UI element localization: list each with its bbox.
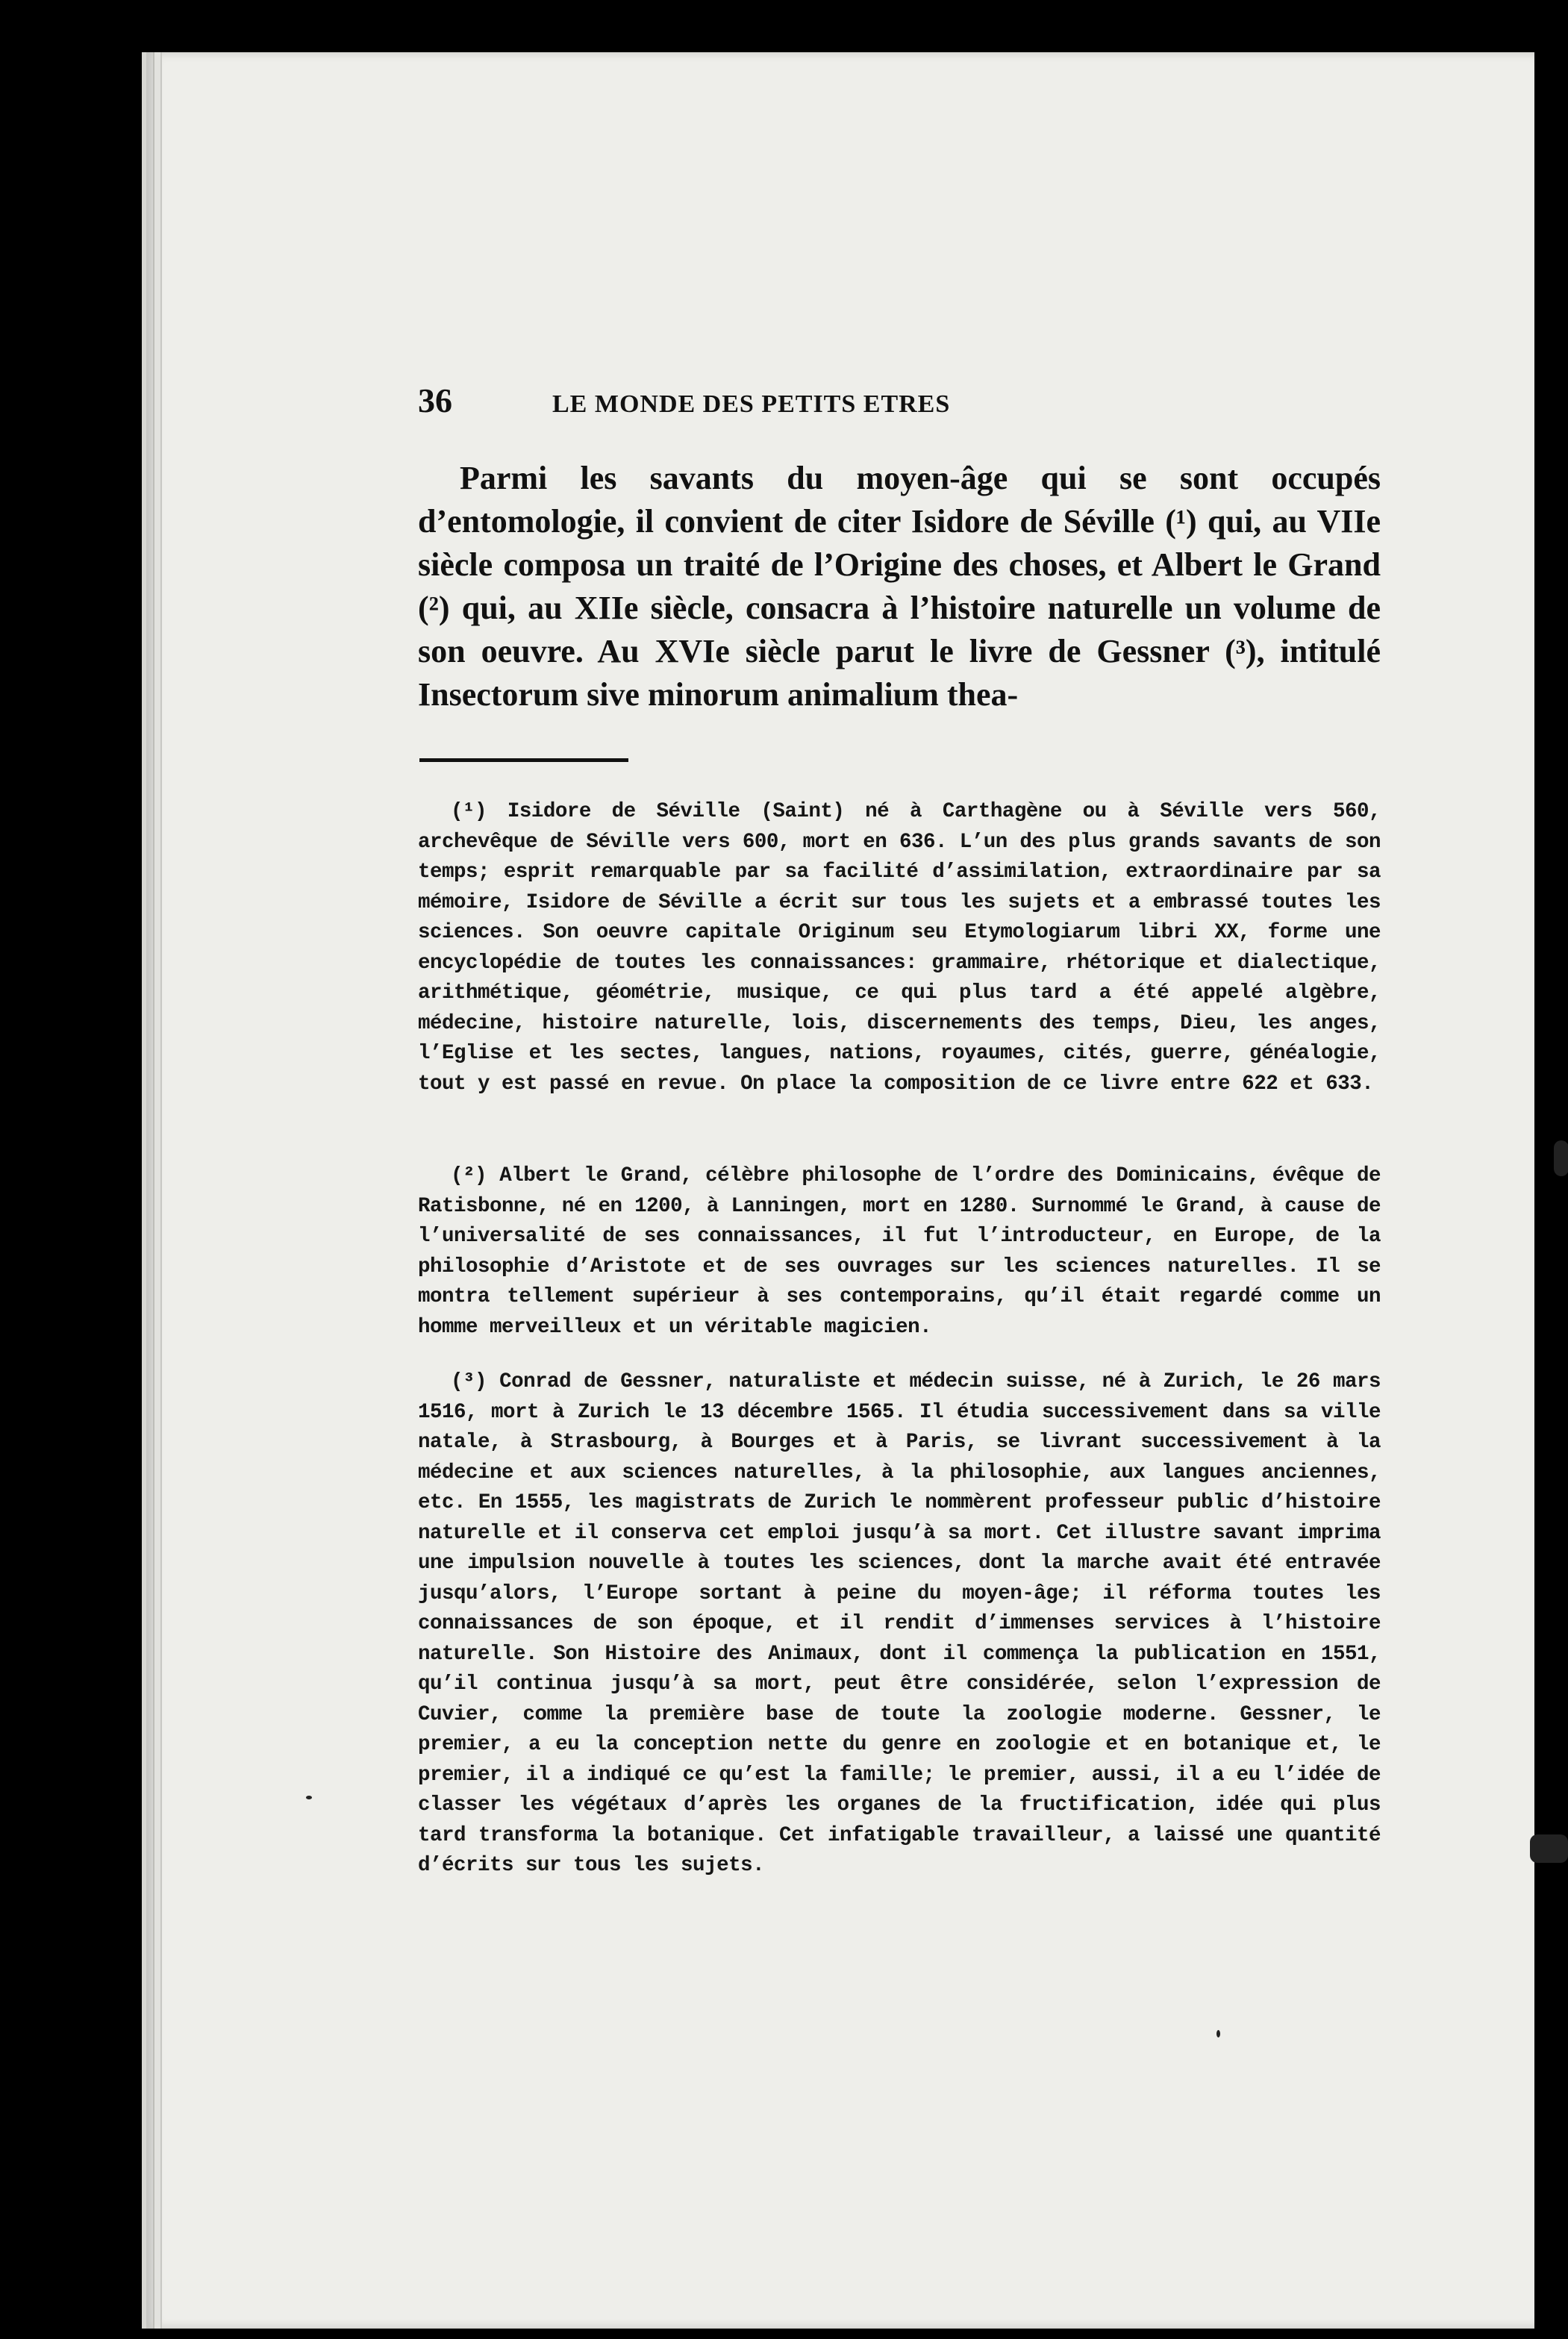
footnote-marker: (³)	[451, 1370, 487, 1393]
scan-speck	[306, 1796, 312, 1799]
footnote-3	[418, 1367, 1381, 1881]
footnote-marker: (²)	[451, 1164, 487, 1187]
footnote-1	[418, 797, 1381, 1099]
page-number: 36	[418, 381, 452, 419]
footnote-separator	[419, 758, 628, 762]
scan-speck	[1216, 2030, 1220, 2037]
footnote-text: Isidore de Séville (Saint) né à Carthagène ou à Séville vers 560, archevêque de Séville vers 600, mort en 636. L’un des plus grands savants de son temps; esprit remarquable par sa facilité d’assimilation, extraordinaire par sa mémoire, Isidore de Séville a écrit sur tous les sujets et a embrassé toutes les sciences. Son oeuvre capitale Originum seu Etymologiarum libri XX, forme une encyclopédie de toutes les connaissances: grammaire, rhétorique et dialectique, arithmétique, géométrie, musique, ce qui plus tard a été appelé algèbre, médecine, histoire naturelle, lois, discernements des temps, Dieu, les anges, l’Eglise et les sectes, langues, nations, royaumes, cités, guerre, généalogie, tout y est passé en revue. On place la composition de ce livre entre 622 et 633.	[418, 800, 1381, 1096]
page-edge	[153, 52, 162, 2329]
running-title: LE MONDE DES PETITS ETRES	[552, 390, 951, 418]
edge-mark	[1530, 1834, 1568, 1863]
edge-mark	[1554, 1140, 1568, 1176]
footnote-text: Albert le Grand, célèbre philosophe de l’ordre des Dominicains, évêque de Ratisbonne, né en 1200, à Lanningen, mort en 1280. Surnommé le Grand, à cause de l’universalité de ses connaissances, il fut l’introducteur, en Europe, de la philosophie d’Aristote et de ses ouvrages sur les sciences naturelles. Il se montra tellement supérieur à ses contemporains, qu’il était regardé comme un homme merveilleux et un véritable magicien.	[418, 1164, 1381, 1339]
body-paragraph-text: Parmi les savants du moyen-âge qui se sont occupés d’entomologie, il convient de citer Isidore de Séville (¹) qui, au VIIe siècle composa un traité de l’Origine des choses, et Albert le Grand (²) qui, au XIIe siècle, consacra à l’histoire naturelle un volume de son oeuvre. Au XVIe siècle parut le livre de Gessner (³), intitulé Insectorum sive minorum animalium thea-	[418, 460, 1381, 713]
footnote-marker: (¹)	[451, 800, 487, 823]
body-paragraph	[418, 457, 1381, 716]
footnote-2	[418, 1161, 1381, 1343]
footnote-text: Conrad de Gessner, naturaliste et médecin suisse, né à Zurich, le 26 mars 1516, mort à Zurich le 13 décembre 1565. Il étudia successivement dans sa ville natale, à Strasbourg, à Bourges et à Paris, se livrant successivement à la médecine et aux sciences naturelles, à la philosophie, aux langues anciennes, etc. En 1555, les magistrats de Zurich le nommèrent professeur public d’histoire naturelle et il conserva cet emploi jusqu’à sa mort. Cet illustre savant imprima une impulsion nouvelle à toutes les sciences, dont la marche avait été entravée jusqu’alors, l’Europe sortant à peine du moyen-âge; il réforma toutes les connaissances de son époque, et il rendit d’immenses services à l’histoire naturelle. Son Histoire des Animaux, dont il commença la publication en 1551, qu’il continua jusqu’à sa mort, peut être considérée, selon l’expression de Cuvier, comme la première base de toute la zoologie moderne. Gessner, le premier, a eu la conception nette du genre en zoologie et en botanique et, le premier, il a indiqué ce qu’est la famille; le premier, aussi, il a eu l’idée de classer les végétaux d’après les organes de la fructification, idée qui plus tard transforma la botanique. Cet infatigable travailleur, a laissé une quantité d’écrits sur tous les sujets.	[418, 1370, 1381, 1877]
page-header	[418, 381, 1381, 420]
